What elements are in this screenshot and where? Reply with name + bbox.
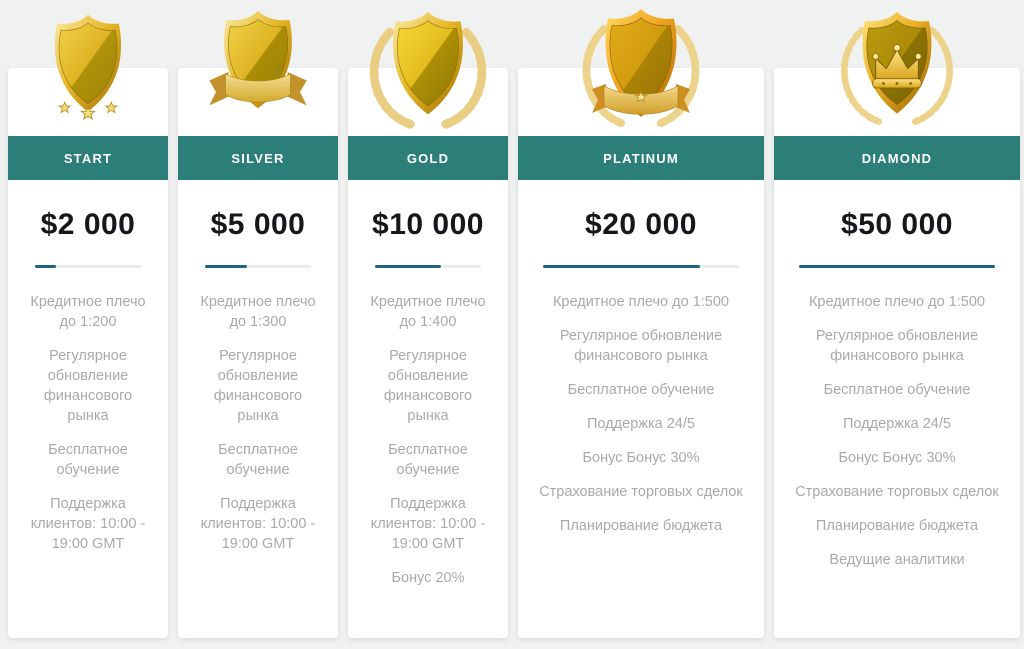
tier-price: $50 000 — [841, 208, 953, 241]
feature-item: Кредитное плечо до 1:300 — [200, 294, 316, 330]
tier-price: $20 000 — [585, 208, 697, 241]
feature-item: Бесплатное обучение — [388, 442, 468, 478]
features-list — [8, 292, 168, 554]
pricing-card-diamond[interactable] — [774, 68, 1020, 638]
pricing-card-start[interactable] — [8, 68, 168, 638]
feature-item: Ведущие аналитики — [829, 552, 965, 568]
feature-item: Регулярное обновление финансового рынка — [815, 328, 979, 364]
tier-price: $10 000 — [372, 208, 484, 241]
feature-item: Поддержка клиентов: 10:00 - 19:00 GMT — [200, 496, 316, 552]
progress-fill — [205, 265, 247, 268]
feature-item: Кредитное плечо до 1:200 — [30, 294, 146, 330]
tier-header — [774, 136, 1020, 180]
progress-bar — [35, 265, 141, 268]
pricing-column-silver — [178, 0, 338, 638]
pricing-card-gold[interactable] — [348, 68, 508, 638]
feature-item: Бесплатное обучение — [48, 442, 128, 478]
progress-fill — [543, 265, 700, 268]
feature-item: Поддержка клиентов: 10:00 - 19:00 GMT — [370, 496, 486, 552]
feature-item: Регулярное обновление финансового рынка — [43, 348, 133, 424]
feature-item: Бонус Бонус 30% — [838, 450, 956, 466]
tier-name: START — [63, 150, 113, 166]
progress-bar — [799, 265, 996, 268]
feature-item: Бонус 20% — [391, 570, 465, 586]
tier-header — [8, 136, 168, 180]
feature-item: Бесплатное обучение — [823, 382, 971, 398]
feature-item: Поддержка 24/5 — [843, 416, 951, 432]
progress-fill — [35, 265, 56, 268]
pricing-column-gold — [348, 0, 508, 638]
tier-name: DIAMOND — [861, 150, 933, 166]
tier-name: GOLD — [406, 150, 450, 166]
tier-header — [178, 136, 338, 180]
feature-item: Поддержка клиентов: 10:00 - 19:00 GMT — [30, 496, 146, 552]
feature-item: Планирование бюджета — [559, 518, 723, 534]
feature-item: Бесплатное обучение — [567, 382, 715, 398]
pricing-card-platinum[interactable] — [518, 68, 764, 638]
feature-item: Кредитное плечо до 1:400 — [370, 294, 486, 330]
tier-price: $5 000 — [210, 208, 306, 241]
feature-item: Регулярное обновление финансового рынка — [213, 348, 303, 424]
feature-item: Планирование бюджета — [815, 518, 979, 534]
feature-item: Кредитное плечо до 1:500 — [552, 294, 729, 310]
feature-item: Кредитное плечо до 1:500 — [808, 294, 985, 310]
tier-header — [518, 136, 764, 180]
pricing-card-silver[interactable] — [178, 68, 338, 638]
feature-item: Страхование торговых сделок — [795, 484, 999, 500]
features-list — [518, 292, 764, 536]
progress-fill — [375, 265, 440, 268]
features-list — [178, 292, 338, 554]
progress-bar — [543, 265, 740, 268]
feature-item: Бонус Бонус 30% — [582, 450, 700, 466]
pricing-column-diamond — [774, 0, 1020, 638]
tier-name: SILVER — [231, 150, 285, 166]
progress-fill — [799, 265, 996, 268]
feature-item: Регулярное обновление финансового рынка — [559, 328, 723, 364]
feature-item: Бесплатное обучение — [218, 442, 298, 478]
tier-header — [348, 136, 508, 180]
feature-item: Страхование торговых сделок — [539, 484, 743, 500]
features-list — [348, 292, 508, 588]
features-list — [774, 292, 1020, 570]
feature-item: Поддержка 24/5 — [587, 416, 695, 432]
progress-bar — [375, 265, 481, 268]
tier-price: $2 000 — [40, 208, 136, 241]
tier-name: PLATINUM — [603, 150, 679, 166]
progress-bar — [205, 265, 311, 268]
pricing-column-platinum — [518, 0, 764, 638]
pricing-column-start — [8, 0, 168, 638]
feature-item: Регулярное обновление финансового рынка — [383, 348, 473, 424]
